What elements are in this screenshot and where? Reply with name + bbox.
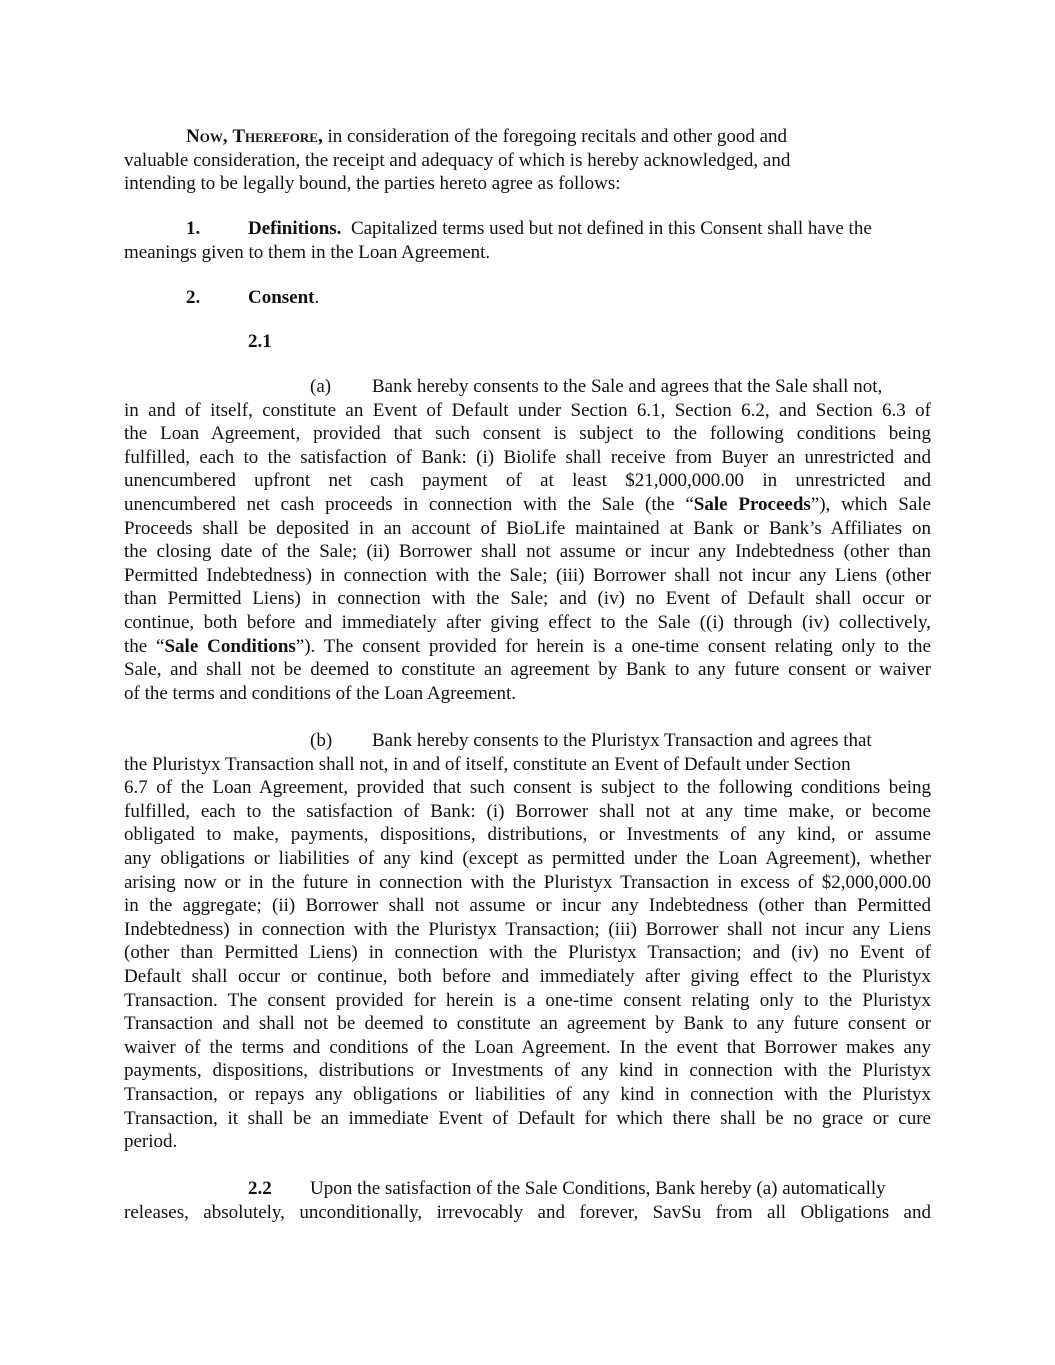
intro-lead-therefore: Therefore, <box>232 126 323 147</box>
clause-line: of the terms and conditions of the Loan Agreement. <box>124 682 517 704</box>
section-1-definitions <box>124 217 931 264</box>
section-number: 2. <box>186 287 201 308</box>
section-1-text: meanings given to them in the Loan Agreement. <box>124 241 491 263</box>
clause-line: fulfilled, each to the satisfaction of Bank: (i) Borrower shall not at any time make, or become <box>124 800 931 822</box>
clause-line: period. <box>124 1131 178 1153</box>
clause-2-1-b <box>124 729 931 1154</box>
defined-term-sale-conditions: Sale Conditions <box>164 635 296 657</box>
clause-line: waiver of the terms and conditions of the Loan Agreement. In the event that Borrower makes any <box>124 1036 931 1058</box>
intro-line: intending to be legally bound, the parties hereto agree as follows: <box>124 173 621 195</box>
clause-label: (a) <box>310 376 332 397</box>
clause-line: the Loan Agreement, provided that such consent is subject to the following conditions being <box>124 423 931 445</box>
clause-line: obligated to make, payments, dispositions, distributions, or Investments of any kind, or assume <box>124 824 931 846</box>
clause-line: Transaction, it shall be an immediate Event of Default for which there shall be no grace or cure <box>124 1107 931 1129</box>
defined-term-sale-proceeds: Sale Proceeds <box>693 493 811 515</box>
clause-line: Proceeds shall be deposited in an account of BioLife maintained at Bank or Bank’s Affiliates on <box>124 517 931 539</box>
section-heading-period: . <box>314 287 320 308</box>
clause-line: 6.7 of the Loan Agreement, provided that such consent is subject to the following conditions being <box>124 777 931 799</box>
section-2-2 <box>124 1177 931 1224</box>
clause-line: Permitted Indebtedness) in connection with the Sale; (iii) Borrower shall not incur any Liens (other <box>124 564 931 586</box>
subsection-number: 2.1 <box>248 331 272 352</box>
section-2-2-line: releases, absolutely, unconditionally, irrevocably and forever, SavSu from all Obligations and <box>124 1201 931 1223</box>
clause-text: Bank hereby consents to the Sale and agrees that the Sale shall not, <box>372 376 883 397</box>
clause-line: in the aggregate; (ii) Borrower shall not assume or incur any Indebtedness (other than Permitted <box>124 895 931 917</box>
clause-line: the “Sale Conditions”). The consent provided for herein is a one-time consent relating only to the <box>124 635 931 657</box>
clause-line: than Permitted Liens) in connection with the Sale; and (iv) no Event of Default shall occur or <box>124 588 931 610</box>
clause-line: the closing date of the Sale; (ii) Borrower shall not assume or incur any Indebtedness (other than <box>124 541 931 563</box>
clause-line: Transaction, or repays any obligations or liabilities of any kind in connection with the Pluristyx <box>124 1083 931 1105</box>
clause-line: arising now or in the future in connection with the Pluristyx Transaction in excess of $2,000,000.00 <box>124 871 931 893</box>
clause-line: Transaction. The consent provided for herein is a one-time consent relating only to the Pluristyx <box>124 989 931 1011</box>
subsection-number: 2.2 <box>248 1178 272 1199</box>
clause-line: payments, dispositions, distributions or Investments of any kind in connection with the Pluristyx <box>124 1060 931 1082</box>
intro-line: valuable consideration, the receipt and adequacy of which is hereby acknowledged, and <box>124 149 791 171</box>
intro-lead-comma: , <box>222 126 228 147</box>
section-2-consent <box>124 286 931 310</box>
clause-line: fulfilled, each to the satisfaction of Bank: (i) Biolife shall receive from Buyer an unrestricted and <box>124 446 931 468</box>
clause-line: Transaction and shall not be deemed to constitute an agreement by Bank to any future consent or <box>124 1013 931 1035</box>
clause-line: any obligations or liabilities of any kind (except as permitted under the Loan Agreement), whether <box>124 847 931 869</box>
clause-line: Sale, and shall not be deemed to constitute an agreement by Bank to any future consent or waiver <box>124 659 931 681</box>
clause-2-1-a <box>124 375 931 705</box>
clause-line: in and of itself, constitute an Event of Default under Section 6.1, Section 6.2, and Section 6.3 of <box>124 399 931 421</box>
clause-line: unencumbered net cash proceeds in connection with the Sale (the “Sale Proceeds”), which Sale <box>124 493 931 515</box>
clause-line: Indebtedness) in connection with the Pluristyx Transaction; (iii) Borrower shall not incur any Liens <box>124 918 931 940</box>
section-2-1 <box>124 330 931 354</box>
clause-text: Bank hereby consents to the Pluristyx Transaction and agrees that <box>372 730 872 751</box>
intro-lead-now: Now <box>186 126 223 147</box>
section-heading: Consent <box>248 287 315 308</box>
clause-line: unencumbered upfront net cash payment of at least $21,000,000.00 in unrestricted and <box>124 470 931 492</box>
clause-line: continue, both before and immediately after giving effect to the Sale ((i) through (iv) collectively, <box>124 611 931 633</box>
clause-line: (other than Permitted Liens) in connection with the Pluristyx Transaction; and (iv) no Event of <box>124 942 931 964</box>
section-2-2-text: Upon the satisfaction of the Sale Conditions, Bank hereby (a) automatically <box>310 1178 886 1199</box>
clause-line: Default shall occur or continue, both before and immediately after giving effect to the Pluristyx <box>124 965 931 987</box>
intro-line: in consideration of the foregoing recitals and other good and <box>327 126 788 147</box>
clause-line: the Pluristyx Transaction shall not, in and of itself, constitute an Event of Default under Section <box>124 753 851 775</box>
clause-label: (b) <box>310 730 333 751</box>
section-1-text: Capitalized terms used but not defined in this Consent shall have the <box>350 218 872 239</box>
section-number: 1. <box>186 218 201 239</box>
section-heading: Definitions. <box>248 218 342 239</box>
intro-paragraph <box>124 125 931 196</box>
